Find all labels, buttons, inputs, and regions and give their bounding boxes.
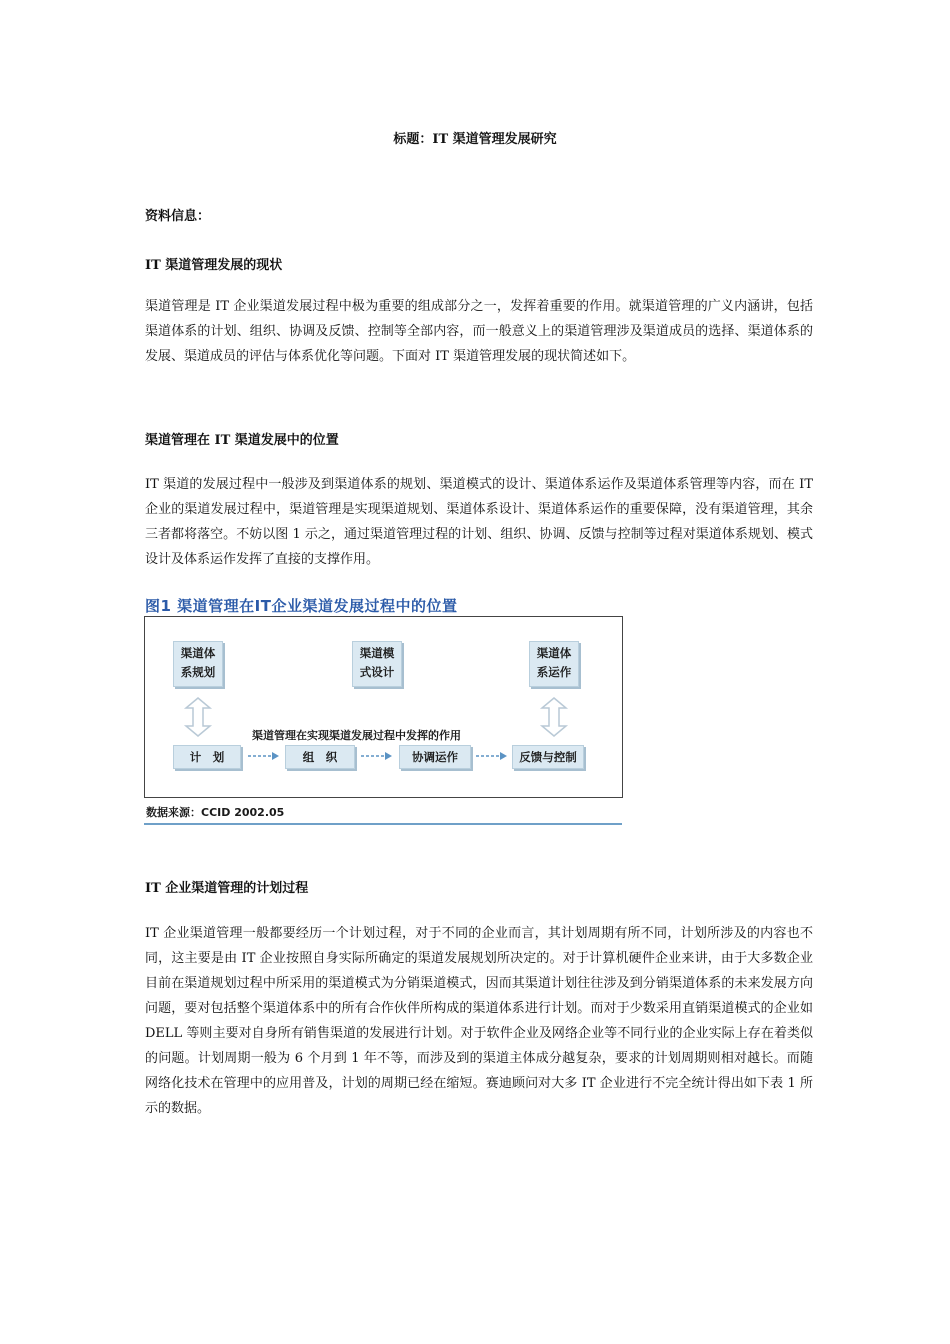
- figure-diagram: [144, 616, 623, 798]
- section1-heading: IT 渠道管理发展的现状: [145, 258, 283, 273]
- node-plan: 计 划: [173, 745, 241, 769]
- node-label: 渠道模: [359, 646, 395, 660]
- figure-source: 数据来源：CCID 2002.05: [146, 806, 285, 819]
- node-coordinate: 协调运作: [399, 745, 471, 769]
- node-system-operation: [529, 641, 579, 687]
- figure-1: [144, 592, 624, 827]
- diagram-caption: 渠道管理在实现渠道发展过程中发挥的作用: [252, 729, 461, 742]
- node-label: 系运作: [536, 665, 572, 679]
- info-label: 资料信息：: [145, 209, 211, 224]
- section2-heading: 渠道管理在 IT 渠道发展中的位置: [145, 433, 339, 448]
- section3-heading: IT 企业渠道管理的计划过程: [145, 881, 309, 896]
- figure-divider: [144, 823, 622, 825]
- section1-paragraph: 渠道管理是 IT 企业渠道发展过程中极为重要的组成部分之一，发挥着重要的作用。就渠道管理的广义内涵讲，包括渠道体系的计划、组织、协调及反馈、控制等全部内容，而一般意义上的渠道管理涉及渠道成员的选择、渠道体系的发展、渠道成员的评估与体系优化等问题。下面对 IT 渠道管理发展的现状简述如下。: [145, 299, 813, 364]
- double-arrow-icon: [539, 697, 569, 737]
- node-feedback-control: 反馈与控制: [512, 745, 584, 769]
- right-arrow-icon: [247, 750, 281, 762]
- node-label: 渠道体: [536, 646, 572, 660]
- node-label: 渠道体: [180, 646, 216, 660]
- node-organize: 组 织: [285, 745, 355, 769]
- right-arrow-icon: [360, 750, 394, 762]
- section3-paragraph: IT 企业渠道管理一般都要经历一个计划过程，对于不同的企业而言，其计划周期有所不同，计划所涉及的内容也不同，这主要是由 IT 企业按照自身实际所确定的渠道发展规划所决定的。对于计算机硬件企业来讲，由于大多数企业目前在渠道规划过程中所采用的渠道模式为分销渠道模式，因而其渠道计划往往涉及到分销渠道体系的未来发展方向问题，要对包括整个渠道体系中的所有合作伙伴所构成的渠道体系进行计划。而对于少数采用直销渠道模式的企业如 DELL 等则主要对自身所有销售渠道的发展进行计划。对于软件企业及网络企业等不同行业的企业实际上存在着类似的问题。计划周期一般为 6 个月到 1 年不等，而涉及到的渠道主体成分越复杂，要求的计划周期则相对越长。而随网络化技术在管理中的应用普及，计划的周期已经在缩短。赛迪顾问对大多 IT 企业进行不完全统计得出如下表 1 所示的数据。: [145, 926, 813, 1116]
- right-arrow-icon: [475, 750, 509, 762]
- node-label: 系规划: [180, 665, 216, 679]
- node-label: 式设计: [359, 665, 395, 679]
- node-mode-design: [352, 641, 402, 687]
- figure-title: 图1 渠道管理在IT企业渠道发展过程中的位置: [145, 597, 458, 615]
- section2-paragraph: IT 渠道的发展过程中一般涉及到渠道体系的规划、渠道模式的设计、渠道体系运作及渠道体系管理等内容，而在 IT 企业的渠道发展过程中，渠道管理是实现渠道规划、渠道体系设计、渠道体系运作的重要保障，没有渠道管理，其余三者都将落空。不妨以图 1 示之，通过渠道管理过程的计划、组织、协调、反馈与控制等过程对渠道体系规划、模式设计及体系运作发挥了直接的支撑作用。: [145, 477, 813, 567]
- node-channel-planning: [173, 641, 223, 687]
- double-arrow-icon: [183, 697, 213, 737]
- document-title: 标题：IT 渠道管理发展研究: [393, 132, 557, 147]
